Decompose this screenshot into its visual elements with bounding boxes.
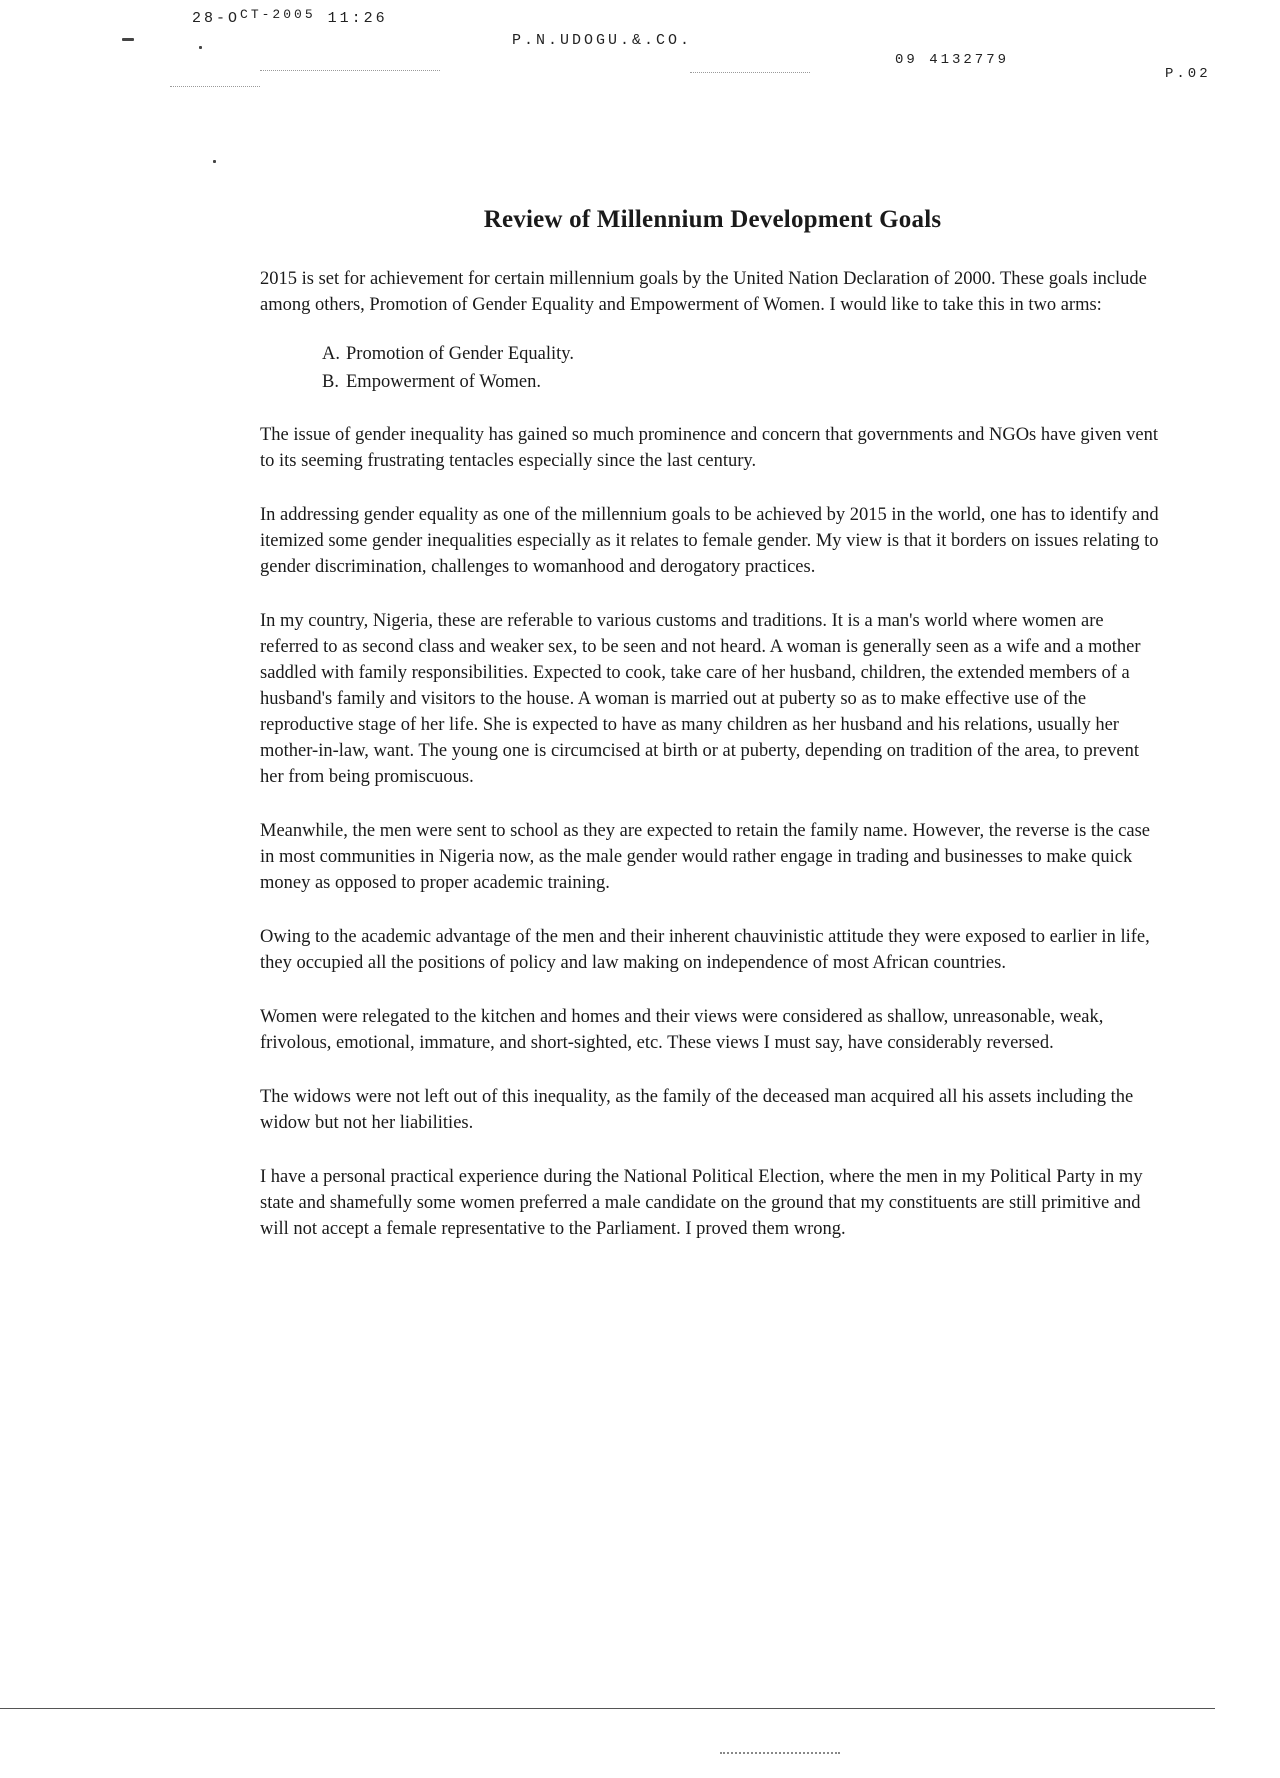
document-body <box>260 200 1165 1270</box>
body-paragraph: In my country, Nigeria, these are referable to various customs and traditions. It is a man's world where women are referred to as second class and weaker sex, to be seen and not heard. A woman is generally seen as a wife and a mother saddled with family responsibilities. Expected to cook, take care of her husband, children, the extended members of a husband's family and visitors to the house. A woman is married out at puberty so as to make effective use of the reproductive stage of her life. She is expected to have as many children as her husband and his relations, usually her mother-in-law, want. The young one is circumcised at birth or at puberty, depending on tradition of the area, to prevent her from being promiscuous. <box>260 611 1141 787</box>
document-title: Review of Millennium Development Goals <box>483 206 942 233</box>
intro-paragraph: 2015 is set for achievement for certain millennium goals by the United Nation Declaration of 2000. These goals include among others, Promotion of Gender Equality and Empowerment of Women. I would like to take this in two arms: <box>260 269 1147 315</box>
body-paragraph: Owing to the academic advantage of the men and their inherent chauvinistic attitude they were exposed to earlier in life, they occupied all the positions of policy and law making on independence of most African countries. <box>260 927 1150 973</box>
body-paragraph: Meanwhile, the men were sent to school as they are expected to retain the family name. However, the reverse is the case in most communities in Nigeria now, as the male gender would rather engage in trading and businesses to make quick money as opposed to proper academic training. <box>260 821 1150 893</box>
scan-artifact <box>170 86 260 87</box>
scan-artifact <box>690 72 810 73</box>
page-bottom-rule <box>0 1708 1215 1709</box>
fax-sender: P.N.UDOGU.&.CO. <box>512 32 693 49</box>
body-paragraph: In addressing gender equality as one of the millennium goals to be achieved by 2015 in the world, one has to identify and itemized some gender inequalities especially as it relates to female gender. My view is that it borders on issues relating to gender discrimination, challenges to womanhood and derogatory practices. <box>260 505 1159 577</box>
fax-date-sup: CT-2005 <box>240 7 316 22</box>
body-paragraph: I have a personal practical experience during the National Political Election, where the men in my Political Party in my state and shamefully some women preferred a male candidate on the ground that my constituents are still primitive and will not accept a female representative to the Parliament. I proved them wrong. <box>260 1167 1143 1239</box>
list-item-text: Promotion of Gender Equality. <box>346 344 574 364</box>
fax-date-time <box>192 7 388 27</box>
body-paragraph: Women were relegated to the kitchen and homes and their views were considered as shallow, unreasonable, weak, frivolous, emotional, immature, and short-sighted, etc. These views I must say, have considerably reversed. <box>260 1007 1104 1053</box>
fax-number: 09 4132779 <box>895 52 1010 68</box>
list-item <box>322 340 1165 368</box>
scan-speck <box>213 160 216 163</box>
fax-time: 11:26 <box>327 10 388 27</box>
list-marker: B. <box>322 372 339 392</box>
scan-artifact <box>720 1752 840 1754</box>
arms-list <box>260 340 1165 396</box>
scan-artifact <box>260 70 440 71</box>
fax-page-number: P.02 <box>1165 66 1211 82</box>
fax-date-prefix: 28-O <box>192 10 241 27</box>
scan-speck <box>122 38 134 41</box>
body-paragraph: The issue of gender inequality has gained so much prominence and concern that governments and NGOs have given vent to its seeming frustrating tentacles especially since the last century. <box>260 425 1159 471</box>
body-paragraph: The widows were not left out of this inequality, as the family of the deceased man acquired all his assets including the widow but not her liabilities. <box>260 1087 1134 1133</box>
scan-speck <box>199 46 202 49</box>
list-item <box>322 368 1165 396</box>
list-item-text: Empowerment of Women. <box>346 372 541 392</box>
list-marker: A. <box>322 344 340 364</box>
